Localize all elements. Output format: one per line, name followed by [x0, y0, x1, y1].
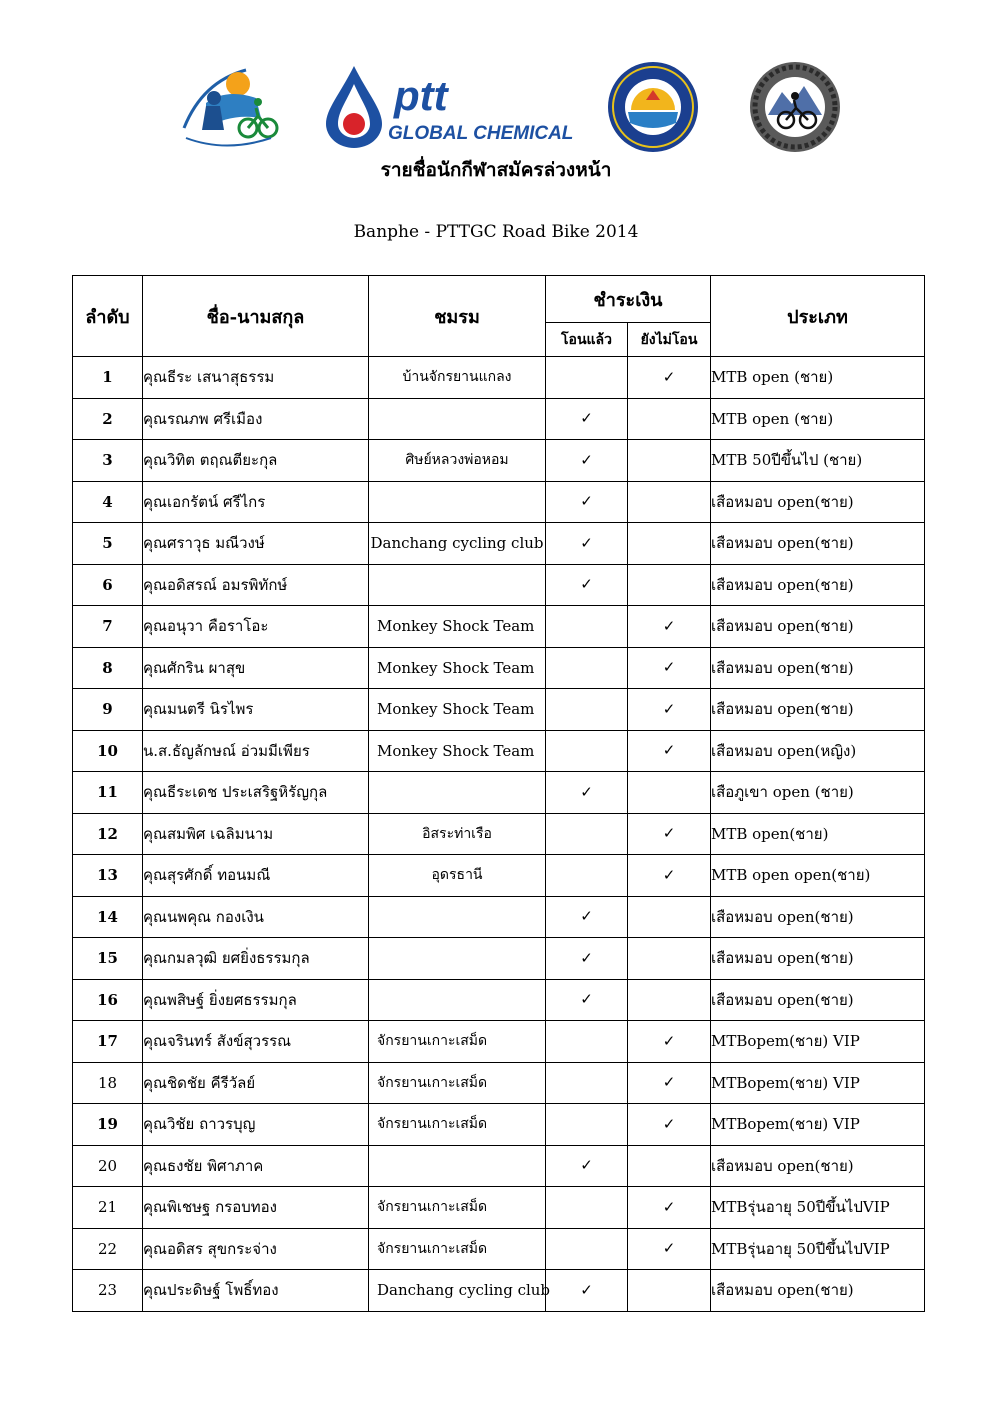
page-title: รายชื่อนักกีฬาสมัครล่วงหน้า	[380, 159, 612, 181]
table-row	[73, 357, 925, 399]
athlete-name: คุณศักริน ผาสุข	[143, 647, 369, 689]
race-category: เสือหมอบ open(ชาย)	[711, 689, 925, 731]
table-row	[73, 896, 925, 938]
unpaid-check	[628, 979, 711, 1021]
unpaid-check: ✓	[628, 1187, 711, 1229]
athlete-name: คุณเอกรัตน์ ศรีไกร	[143, 481, 369, 523]
header-no: ลำดับ	[73, 276, 143, 357]
athlete-name: คุณกมลวุฒิ ยศยิ่งธรรมกุล	[143, 938, 369, 980]
table-row	[73, 1104, 925, 1146]
row-number: 21	[73, 1187, 143, 1229]
athlete-name: คุณวิทิต ตฤณตียะกุล	[143, 440, 369, 482]
athlete-name: คุณวิชัย ถาวรบุญ	[143, 1104, 369, 1146]
table-header-row	[73, 276, 925, 323]
unpaid-check: ✓	[628, 1228, 711, 1270]
paid-check	[546, 730, 628, 772]
banphe-cycling-club-logo	[748, 60, 842, 154]
unpaid-check: ✓	[628, 1062, 711, 1104]
unpaid-check: ✓	[628, 606, 711, 648]
race-category: เสือหมอบ open(ชาย)	[711, 564, 925, 606]
club-name: จักรยานเกาะเสม็ด	[369, 1228, 546, 1270]
race-category: เสือหมอบ open(ชาย)	[711, 523, 925, 565]
athlete-name: คุณพิเชษฐ กรอบทอง	[143, 1187, 369, 1229]
paid-check: ✓	[546, 1145, 628, 1187]
club-name: อิสระท่าเรือ	[369, 813, 546, 855]
paid-check: ✓	[546, 481, 628, 523]
unpaid-check	[628, 440, 711, 482]
header-club: ชมรม	[369, 276, 546, 357]
cycling-club-logo	[176, 58, 276, 148]
paid-check: ✓	[546, 938, 628, 980]
row-number: 16	[73, 979, 143, 1021]
unpaid-check	[628, 772, 711, 814]
paid-check	[546, 1021, 628, 1063]
athlete-name: คุณอดิสรณ์ อมรพิทักษ์	[143, 564, 369, 606]
unpaid-check	[628, 1270, 711, 1312]
table-row	[73, 855, 925, 897]
header-category: ประเภท	[711, 276, 925, 357]
header-paid: โอนแล้ว	[546, 323, 628, 357]
municipality-seal-logo	[606, 60, 700, 154]
club-name	[369, 979, 546, 1021]
paid-check: ✓	[546, 564, 628, 606]
header-name: ชื่อ-นามสกุล	[143, 276, 369, 357]
ptt-global-chemical-logo	[322, 64, 574, 149]
club-name	[369, 564, 546, 606]
row-number: 17	[73, 1021, 143, 1063]
row-number: 2	[73, 398, 143, 440]
table-row	[73, 523, 925, 565]
paid-check: ✓	[546, 896, 628, 938]
athlete-name: คุณจรินทร์ สังข์สุวรรณ	[143, 1021, 369, 1063]
table-row	[73, 481, 925, 523]
race-category: เสือหมอบ open(ชาย)	[711, 896, 925, 938]
athlete-name: คุณรณภพ ศรีเมือง	[143, 398, 369, 440]
athlete-name: คุณสมพิศ เฉลิมนาม	[143, 813, 369, 855]
row-number: 9	[73, 689, 143, 731]
unpaid-check: ✓	[628, 855, 711, 897]
club-name: อุดรธานี	[369, 855, 546, 897]
race-category: เสือหมอบ open(ชาย)	[711, 647, 925, 689]
ptt-word: ptt	[394, 72, 448, 119]
unpaid-check: ✓	[628, 1104, 711, 1146]
race-category: MTB open (ชาย)	[711, 398, 925, 440]
race-category: MTBopem(ชาย) VIP	[711, 1021, 925, 1063]
unpaid-check	[628, 1145, 711, 1187]
club-name: จักรยานเกาะเสม็ด	[369, 1021, 546, 1063]
athlete-name: คุณนพคุณ กองเงิน	[143, 896, 369, 938]
club-name	[369, 772, 546, 814]
club-name	[369, 1145, 546, 1187]
race-category: เสือหมอบ open(ชาย)	[711, 481, 925, 523]
club-name: จักรยานเกาะเสม็ด	[369, 1187, 546, 1229]
table-row	[73, 772, 925, 814]
table-row	[73, 1228, 925, 1270]
paid-check	[546, 606, 628, 648]
club-name: Danchang cycling club	[369, 523, 546, 565]
row-number: 23	[73, 1270, 143, 1312]
table-row	[73, 938, 925, 980]
club-name: บ้านจักรยานแกลง	[369, 357, 546, 399]
paid-check	[546, 1228, 628, 1270]
paid-check	[546, 1062, 628, 1104]
unpaid-check: ✓	[628, 813, 711, 855]
table-row	[73, 440, 925, 482]
table-row	[73, 979, 925, 1021]
unpaid-check: ✓	[628, 689, 711, 731]
table-row	[73, 606, 925, 648]
table-row	[73, 1187, 925, 1229]
table-row	[73, 398, 925, 440]
row-number: 6	[73, 564, 143, 606]
table-body	[73, 357, 925, 1312]
club-name	[369, 481, 546, 523]
unpaid-check	[628, 938, 711, 980]
row-number: 7	[73, 606, 143, 648]
paid-check	[546, 1187, 628, 1229]
club-name: Monkey Shock Team	[369, 606, 546, 648]
unpaid-check	[628, 896, 711, 938]
row-number: 11	[73, 772, 143, 814]
paid-check: ✓	[546, 523, 628, 565]
paid-check	[546, 1104, 628, 1146]
table-row	[73, 813, 925, 855]
logo-strip	[0, 58, 992, 153]
unpaid-check: ✓	[628, 730, 711, 772]
row-number: 14	[73, 896, 143, 938]
race-category: MTBopem(ชาย) VIP	[711, 1104, 925, 1146]
club-name: Monkey Shock Team	[369, 647, 546, 689]
athlete-name: คุณสุรศักดิ์ ทอนมณี	[143, 855, 369, 897]
club-name: จักรยานเกาะเสม็ด	[369, 1104, 546, 1146]
paid-check	[546, 855, 628, 897]
race-category: MTBopem(ชาย) VIP	[711, 1062, 925, 1104]
paid-check: ✓	[546, 979, 628, 1021]
unpaid-check: ✓	[628, 647, 711, 689]
paid-check	[546, 689, 628, 731]
unpaid-check: ✓	[628, 357, 711, 399]
table-row	[73, 1145, 925, 1187]
race-category: เสือหมอบ open(ชาย)	[711, 1145, 925, 1187]
race-category: เสือหมอบ open(ชาย)	[711, 979, 925, 1021]
club-name: Monkey Shock Team	[369, 730, 546, 772]
race-category: MTB open open(ชาย)	[711, 855, 925, 897]
club-name: Danchang cycling club	[369, 1270, 546, 1312]
paid-check: ✓	[546, 440, 628, 482]
athlete-name: คุณมนตรี นิรไพร	[143, 689, 369, 731]
race-category: MTB open(ชาย)	[711, 813, 925, 855]
race-category: เสือหมอบ open(หญิง)	[711, 730, 925, 772]
race-category: MTB open (ชาย)	[711, 357, 925, 399]
athlete-name: น.ส.ธัญลักษณ์ อ่วมมีเพียร	[143, 730, 369, 772]
ptt-subtitle: GLOBAL CHEMICAL	[388, 123, 574, 144]
unpaid-check	[628, 481, 711, 523]
table-row	[73, 1021, 925, 1063]
race-category: MTBรุ่นอายุ 50ปีขึ้นไปVIP	[711, 1187, 925, 1229]
row-number: 4	[73, 481, 143, 523]
table-row	[73, 1062, 925, 1104]
registration-table	[72, 275, 925, 1312]
unpaid-check	[628, 398, 711, 440]
row-number: 8	[73, 647, 143, 689]
row-number: 10	[73, 730, 143, 772]
row-number: 12	[73, 813, 143, 855]
athlete-name: คุณธีระเดช ประเสริฐหิรัญกุล	[143, 772, 369, 814]
row-number: 3	[73, 440, 143, 482]
unpaid-check	[628, 564, 711, 606]
row-number: 1	[73, 357, 143, 399]
row-number: 20	[73, 1145, 143, 1187]
club-name	[369, 398, 546, 440]
athlete-name: คุณอดิสร สุขกระจ่าง	[143, 1228, 369, 1270]
row-number: 18	[73, 1062, 143, 1104]
header-payment: ชำระเงิน	[546, 276, 711, 323]
row-number: 15	[73, 938, 143, 980]
event-subtitle: Banphe - PTTGC Road Bike 2014	[353, 222, 639, 242]
race-category: เสือหมอบ open(ชาย)	[711, 938, 925, 980]
athlete-name: คุณธงชัย พิศาภาค	[143, 1145, 369, 1187]
club-name: จักรยานเกาะเสม็ด	[369, 1062, 546, 1104]
race-category: เสือภูเขา open (ชาย)	[711, 772, 925, 814]
paid-check	[546, 813, 628, 855]
race-category: MTB 50ปีขึ้นไป (ชาย)	[711, 440, 925, 482]
race-category: เสือหมอบ open(ชาย)	[711, 606, 925, 648]
paid-check	[546, 647, 628, 689]
athlete-name: คุณศราวุธ มณีวงษ์	[143, 523, 369, 565]
athlete-name: คุณอนุวา คือราโอะ	[143, 606, 369, 648]
table-row	[73, 564, 925, 606]
paid-check: ✓	[546, 772, 628, 814]
table-row	[73, 689, 925, 731]
athlete-name: คุณชิดชัย คีรีวัลย์	[143, 1062, 369, 1104]
club-name: Monkey Shock Team	[369, 689, 546, 731]
table-row	[73, 647, 925, 689]
row-number: 13	[73, 855, 143, 897]
athlete-name: คุณประดิษฐ์ โพธิ์ทอง	[143, 1270, 369, 1312]
table-row	[73, 1270, 925, 1312]
table-row	[73, 730, 925, 772]
row-number: 5	[73, 523, 143, 565]
club-name: ศิษย์หลวงพ่อหอม	[369, 440, 546, 482]
race-category: MTBรุ่นอายุ 50ปีขึ้นไปVIP	[711, 1228, 925, 1270]
row-number: 22	[73, 1228, 143, 1270]
row-number: 19	[73, 1104, 143, 1146]
paid-check: ✓	[546, 1270, 628, 1312]
club-name	[369, 896, 546, 938]
paid-check	[546, 357, 628, 399]
club-name	[369, 938, 546, 980]
race-category: เสือหมอบ open(ชาย)	[711, 1270, 925, 1312]
athlete-name: คุณธีระ เสนาสุธรรม	[143, 357, 369, 399]
unpaid-check	[628, 523, 711, 565]
header-unpaid: ยังไม่โอน	[628, 323, 711, 357]
paid-check: ✓	[546, 398, 628, 440]
unpaid-check: ✓	[628, 1021, 711, 1063]
athlete-name: คุณพสิษฐ์ ยิ่งยศธรรมกุล	[143, 979, 369, 1021]
